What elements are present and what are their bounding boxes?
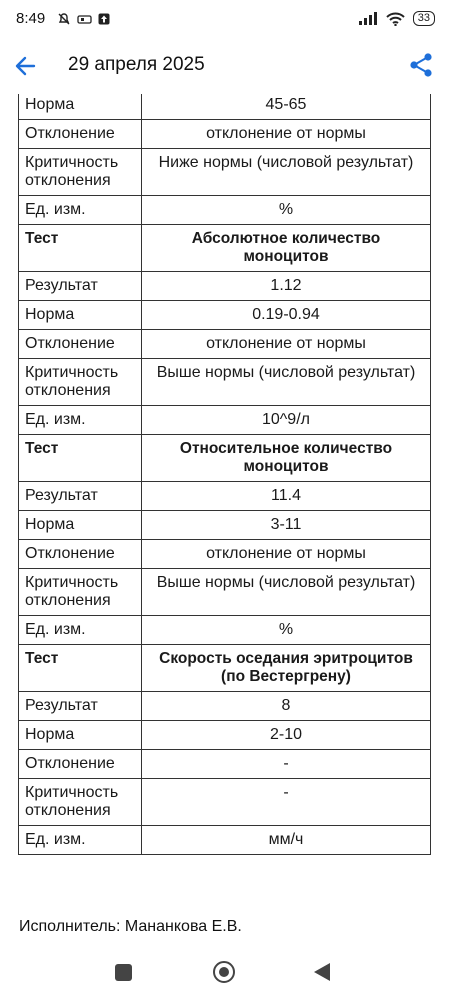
table-row — [19, 149, 431, 196]
table-row — [19, 196, 431, 225]
recents-button[interactable] — [115, 964, 132, 981]
row-value: отклонение от нормы — [142, 120, 431, 149]
status-notification-icons — [57, 12, 110, 26]
test-header-row — [19, 435, 431, 482]
row-value: 11.4 — [142, 482, 431, 511]
signal-icon — [358, 12, 378, 25]
share-icon[interactable] — [409, 52, 433, 78]
row-value: 2-10 — [142, 721, 431, 750]
row-value: Относительное количество моноцитов — [142, 435, 431, 482]
page-title: 29 апреля 2025 — [68, 54, 205, 75]
row-label: Отклонение — [19, 540, 142, 569]
sim-icon — [77, 13, 92, 25]
wifi-icon — [386, 12, 405, 26]
battery-icon: 33 — [413, 11, 435, 26]
status-bar — [0, 0, 449, 40]
row-label: Ед. изм. — [19, 616, 142, 645]
row-label: Норма — [19, 721, 142, 750]
table-row — [19, 540, 431, 569]
row-label: Тест — [19, 435, 142, 482]
status-system-icons — [358, 11, 435, 26]
table-row — [19, 272, 431, 301]
row-value: % — [142, 616, 431, 645]
row-value: Скорость оседания эритроцитов (по Вестергрену) — [142, 645, 431, 692]
row-label: Критичность отклонения — [19, 779, 142, 826]
row-value: 0.19-0.94 — [142, 301, 431, 330]
row-label: Отклонение — [19, 120, 142, 149]
row-value: % — [142, 196, 431, 225]
row-value: 8 — [142, 692, 431, 721]
row-value: - — [142, 750, 431, 779]
row-value: Выше нормы (числовой результат) — [142, 359, 431, 406]
row-label: Норма — [19, 511, 142, 540]
table-row — [19, 616, 431, 645]
table-row — [19, 692, 431, 721]
row-value: 10^9/л — [142, 406, 431, 435]
results-table-container[interactable] — [18, 94, 431, 911]
row-value: мм/ч — [142, 826, 431, 855]
row-label: Норма — [19, 94, 142, 120]
row-value: - — [142, 779, 431, 826]
table-row — [19, 750, 431, 779]
table-row — [19, 482, 431, 511]
row-label: Критичность отклонения — [19, 149, 142, 196]
status-time: 8:49 — [16, 10, 46, 27]
table-row — [19, 826, 431, 855]
row-value: отклонение от нормы — [142, 330, 431, 359]
row-value: отклонение от нормы — [142, 540, 431, 569]
row-label: Результат — [19, 482, 142, 511]
table-row — [19, 120, 431, 149]
row-label: Ед. изм. — [19, 406, 142, 435]
row-label: Тест — [19, 645, 142, 692]
row-label: Критичность отклонения — [19, 359, 142, 406]
back-arrow-icon[interactable] — [12, 52, 40, 80]
table-row — [19, 94, 431, 120]
row-value: Ниже нормы (числовой результат) — [142, 149, 431, 196]
test-header-row — [19, 225, 431, 272]
row-label: Тест — [19, 225, 142, 272]
table-row — [19, 569, 431, 616]
row-label: Ед. изм. — [19, 196, 142, 225]
results-table — [18, 94, 431, 855]
table-row — [19, 779, 431, 826]
row-value: Выше нормы (числовой результат) — [142, 569, 431, 616]
upload-icon — [98, 13, 110, 25]
mute-icon — [57, 12, 71, 26]
row-label: Ед. изм. — [19, 826, 142, 855]
table-row — [19, 301, 431, 330]
table-row — [19, 721, 431, 750]
row-value: 3-11 — [142, 511, 431, 540]
executor-label: Исполнитель: Мананкова Е.В. — [19, 918, 242, 935]
test-header-row — [19, 645, 431, 692]
row-value: 45-65 — [142, 94, 431, 120]
row-value: Абсолютное количество моноцитов — [142, 225, 431, 272]
table-row — [19, 359, 431, 406]
home-button[interactable] — [213, 961, 235, 983]
table-row — [19, 511, 431, 540]
row-label: Результат — [19, 692, 142, 721]
table-row — [19, 330, 431, 359]
nav-back-button[interactable] — [314, 963, 330, 981]
row-label: Результат — [19, 272, 142, 301]
row-label: Критичность отклонения — [19, 569, 142, 616]
row-label: Отклонение — [19, 750, 142, 779]
row-label: Отклонение — [19, 330, 142, 359]
row-label: Норма — [19, 301, 142, 330]
row-value: 1.12 — [142, 272, 431, 301]
table-row — [19, 406, 431, 435]
app-bar — [0, 42, 449, 88]
system-nav-bar — [0, 950, 449, 1000]
